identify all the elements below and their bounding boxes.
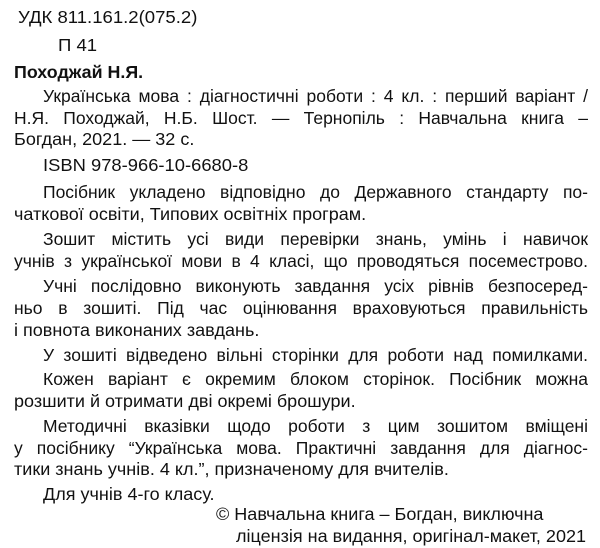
annotation-line-6: ньо в зошиті. Під час оцінювання враховуються правильність <box>14 298 588 318</box>
classification-code: П 41 <box>58 35 98 55</box>
annotation-line-8: У зошиті відведено вільні сторінки для роботи над помилками. <box>43 345 588 365</box>
copyright-line-2: ліцензія на видання, оригінал-макет, 2021 <box>236 526 587 546</box>
udk-code: УДК 811.161.2(075.2) <box>18 7 198 27</box>
annotation-line-4: учнів з української мови в 4 класі, що проводяться посеместрово. <box>14 251 588 271</box>
annotation-line-13: тики знань учнів. 4 кл.”, призначеному для вчителів. <box>14 459 449 479</box>
annotation-line-11: Методичні вказівки щодо роботи з цим зошитом вміщені <box>43 416 588 436</box>
annotation-line-7: і повнота виконаних завдань. <box>14 320 260 340</box>
annotation-line-9: Кожен варіант є окремим блоком сторінок. Посібник можна <box>43 369 588 389</box>
bibliographic-line-2: Н.Я. Походжай, Н.Б. Шост. — Тернопіль : Навчальна книга – <box>14 108 588 128</box>
annotation-line-1: Посібник укладено відповідно до Державного стандарту по- <box>43 182 588 202</box>
annotation-line-12: у посібнику “Українська мова. Практичні завдання для діагнос- <box>14 438 588 458</box>
copyright-line-1: © Навчальна книга – Богдан, виключна <box>216 504 544 524</box>
annotation-line-5: Учні послідовно виконують завдання усіх рівнів безпосеред- <box>43 276 588 296</box>
annotation-line-3: Зошит містить усі види перевірки знань, умінь і навичок <box>43 229 588 249</box>
author-heading: Походжай Н.Я. <box>14 62 144 82</box>
bibliographic-line-3: Богдан, 2021. — 32 с. <box>14 129 195 149</box>
annotation-line-2: чаткової освіти, Типових освітніх програм. <box>14 204 367 224</box>
audience-note: Для учнів 4-го класу. <box>43 484 215 504</box>
annotation-line-10: розшити й отримати дві окремі брошури. <box>14 391 356 411</box>
bibliographic-line-1: Українська мова : діагностичні роботи : 4 кл. : перший варіант / <box>43 86 588 106</box>
isbn: ISBN 978-966-10-6680-8 <box>43 155 249 175</box>
